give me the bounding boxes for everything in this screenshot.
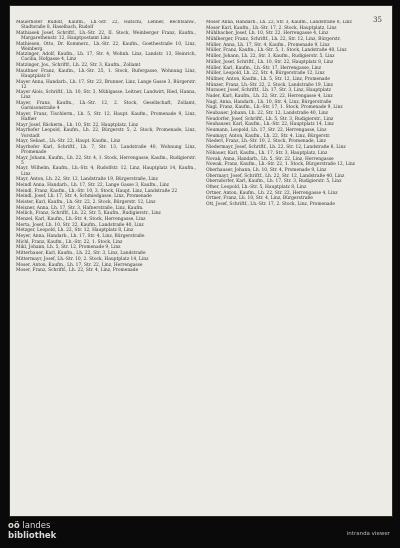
directory-entry: Mikl, Johann, Lh. 5, Str. 12, Promenade 9, Linz [16, 245, 121, 251]
directory-entry: Münzer, Franz, Lh.-Str. 22, 2. Stock, Landstraße 19, Linz [206, 82, 333, 88]
viewer-footer [0, 518, 400, 548]
directory-entry: Meyer, Anna, Handarb., Lh. 17, Str. 4, Linz, Bürgerstraße [16, 234, 145, 240]
directory-entry: Nagl, Anna, Handarb., Lh. 10, Str. 4, Linz, Bürgerstraße [206, 99, 332, 105]
directory-entry: Niederl, Franz, Lh.-Str. 10, 2. Stock, Promenade, Linz [206, 139, 326, 145]
directory-entry: Niedermayr, Josef, Schriftf., Lh. 22, Str. 12, Landstraße 8, Linz [206, 145, 346, 151]
directory-entry: Meindl Anna, Handarb., Lh. 17, Str. 22, Lange Gasse 3, Kaufm., Linz [16, 182, 169, 188]
directory-entry: Meixner, Anna, Lh. 17, Str. 3, Hafnerstraße, Linz, Kaufm. [16, 205, 144, 211]
directory-entry: Ortner, Franz, Lh. 10, Str. 4, Linz, Bürgerstraße [206, 196, 313, 202]
directory-entry: Murauer, Josef, Schriftf., Lh. 17, Str. 3, Linz, Hauptplatz [206, 88, 331, 94]
directory-entry: Müller, Leopold, Lh. 22, Str. 4, Bürgerstraße 12, Linz [206, 71, 325, 77]
directory-entry: Mayrhofer Leopold, Kaufm., Lh. 22, Bürgerstr. 5, 2. Stock, Promenade, Linz, Vorstadt [16, 128, 196, 139]
page-number: 35 [373, 16, 382, 24]
directory-entry: Neudorfer, Josef, Schriftf., Lh. 5, Str. 3, Rudigierstr., Linz [206, 116, 334, 122]
directory-entry: Mühlberger, Franz, Schriftf., Lh. 22, Str. 12, Linz, Bürgerstr. [206, 37, 341, 43]
directory-entry: Mayer Anna, Handarb., Lh. 17, Str. 22, Brunner, Linz, Lange Gasse 3, Bürgerstr. 12 [16, 79, 196, 90]
logo-prefix: oö [8, 521, 20, 531]
directory-entry: Mayer, Franz, Tischlerm., Lh. 5, Str. 12, Haupt. Kaufm., Promenade 9, Linz, Hafner [16, 111, 196, 123]
directory-entry: Mayer Alois, Schriftf., Lh. 10, Str. 3, Mühlgasse, Leitner, Landwirt, Ried, Hanna, Linz [16, 90, 196, 101]
directory-entry: Oberndorfer, Karl, Kaufm., Lh. 17, Str. 3, Rudigierstr. 5, Linz [206, 179, 342, 185]
directory-entry: Moser Anna, Handarb., Lh. 22, Str. 3, Kaufm., Landstraße 8, Linz [206, 20, 352, 25]
directory-entry: Mittermayr, Josef, Lh.-Str. 10, 2. Stock, Hauptplatz 14, Linz [16, 256, 149, 262]
scanned-page [10, 6, 392, 516]
directory-entry: Meindl, Franz, Kaufm., Lh.-Str. 10, 3. Stock, Haupt. Linz, Landstraße 22 [16, 188, 178, 194]
directory-entry: Mathiasek Josef, Schriftf., Lh.-Str. 22, II. Stock, Weinberger Franz, Kaufm., Margarethenstr. 12, Hauptpostamt Linz [16, 30, 196, 41]
directory-entry: Müller, Franz, Kaufm., Lh.-Str. 5, 1. Stock, Landstraße 40, Linz [206, 48, 347, 54]
directory-entry: Neubauer, Johann, Lh. 22, Str. 12, Landstraße 40, Linz [206, 111, 328, 116]
directory-entry: Mitterbauer, Karl, Kaufm., Lh. 22, Str. 3, Linz, Landstraße [16, 251, 146, 257]
directory-entry: Neuhauser, Karl, Kaufm., Lh.-Str. 22, Hauptplatz 14, Linz [206, 122, 334, 128]
directory-entry: Nagl, Franz, Kaufm., Lh.-Str. 17, 1. Stock, Promenade 9, Linz [206, 105, 343, 111]
directory-entry: Matzinger, Adolf, Kaufm., Lh. 17, Str. 4, Wohnh. Linz, Landstr. 13, Heinrich, Cacilia, Hofgasse 4, Linz [16, 52, 196, 63]
directory-entry: Nöbauer, Karl, Kaufm., Lh. 17, Str. 3, Hauptplatz, Linz [206, 150, 328, 156]
directory-entry: Müller, Karl, Kaufm., Lh.-Str. 17, Herrengasse, Linz [206, 65, 322, 71]
directory-entry: Mellich, Franz, Schriftf., Lh. 22, Str. 5, Kaufm., Rudigierstr., Linz [16, 211, 161, 217]
directory-entry: Mayr, Anton, Lh. 22, Str. 12, Landstraße 19, Bürgerstraße, Linz [16, 177, 158, 183]
directory-entry: Mayrhofer Karl, Schriftf., Lh. 7, Str. 13, Landstraße 40, Wohnung Linz, Promenade [16, 144, 196, 155]
directory-entry: Meindl, Josef, Lh. 17, Str. 4, Schmiedgasse, Linz, Promenade [16, 194, 152, 200]
directory-entry: Ortner, Anton, Kaufm., Lh. 22, Str. 22, Herrengasse 4, Linz [206, 190, 338, 196]
directory-entry: Neumayr, Anton, Kaufm., Lh. 22, Str. 4, Linz, Bürgerstr. [206, 133, 331, 139]
directory-entry: Mauerhofer Rudolf, Kaufm., Lh.-Str. 22, Hatschi, Lehner, Rechtsanw., Stadtsraße 8, Haselbach, Rudolf [16, 20, 196, 31]
directory-entry: Moser, Anton, Kaufm., Lh. 17, Str. 22, Linz, Herrengasse [16, 262, 143, 268]
directory-entry: Neumann, Leopold, Lh. 17, Str. 22, Herrengasse, Linz [206, 128, 327, 134]
directory-entry: Mayr, Wilhelm, Kaufm., Lh.-Str. 4, Rudolfstr. 12, Linz, Hauptplatz 14, Kaufm., Linz [16, 166, 196, 177]
logo-word-landes: landes [22, 521, 51, 531]
directory-entry: Mathiesen, Otto, Dr. Kommerz., Lh.-Str. 22, Kaufm., Goethestraße 10, Linz, Weinberg. [16, 41, 196, 52]
directory-entry: Oberhauser, Johann, Lh. 10, Str. 4, Promenade 9, Linz [206, 167, 327, 173]
directory-entry: Moser, Franz, Schriftf., Lh. 22, Str. 4, Linz, Promenade [16, 268, 139, 274]
directory-entry: Mayr, Sebast., Lh.-Str. 22, Haupt. Kaufm., Linz [16, 139, 121, 145]
left-column [16, 20, 196, 508]
directory-entry: Obermayr, Josef, Schriftf., Lh. 22, Str. 12, Landstraße 40, Linz [206, 173, 345, 179]
directory-entry: Mayer, Franz, Kaufm., Lh.-Str. 12, 2. Stock, Gesellschaft, Zollamt, Garnisonstraße 4 [16, 101, 196, 112]
directory-entry: Metzger, Leopold, Lh. 22, Str. 12, Hauptplatz 8, Linz [16, 228, 134, 234]
directory-entry: Matzinger, Jos., Schriftf., Lh. 22, Str. 3, Kaufm., Zollamt [16, 63, 141, 69]
directory-entry: Moser Karl, Kaufm., Lh.-Str. 17, 2. Stock, Hauptplatz, Linz [206, 25, 337, 31]
directory-entry: Müller, Anna, Lh. 17, Str. 4, Kaufm., Promenade 9, Linz [206, 42, 330, 48]
library-logo[interactable] [8, 522, 68, 544]
directory-entry: Müllner, Anton, Kaufm., Lh. 5, Str. 12, Linz, Promenade [206, 76, 330, 82]
right-column [206, 20, 386, 508]
directory-entry: Mauthner Franz, Kaufm., Lh.-Str. 25, 1. Stock, Rufergasse, Wohnung Linz, Hauptplatz 8 [16, 68, 196, 79]
directory-entry: Ott, Josef, Schriftf., Lh.-Str. 17, 2. Stock, Linz, Promenade [206, 202, 335, 207]
viewer-label: intranda viewer [346, 531, 390, 537]
directory-entry: Ofner, Leopold, Lh.-Str. 5, Hauptplatz 8, Linz [206, 184, 307, 190]
directory-entry: Menzel, Karl, Kaufm., Lh.-Str. 4, Stock, Herrengasse, Linz [16, 217, 146, 223]
directory-entry: Nader, Karl, Kaufm., Lh. 22, Str. 22, Herrengasse 4, Linz [206, 93, 333, 99]
directory-entry: Müller, Josef, Schriftf., Lh. 10, Str. 22, Hauptplatz 8, Linz [206, 59, 334, 65]
directory-entry: Meister, Karl, Kaufm., Lh.-Str. 22, 2. Stock, Bürgerstr. 12, Linz [16, 199, 156, 205]
directory-entry: Mühlbacher, Josef, Lh. 10, Str. 22, Herrengasse 4, Linz [206, 31, 329, 37]
directory-entry: Merta, Josef, Lh. 10, Str. 22, Kaufm., Landstraße 40, Linz [16, 222, 144, 228]
directory-entry: Müller, Johann, Lh. 22, Str. 3, Kaufm., Rudigierstr. 5, Linz [206, 54, 335, 60]
directory-entry: Mayr, Johann, Kaufm., Lh. 22, Str. 4, 1. Stock, Herrengasse, Kaufm., Rudigierstr. 5 [16, 155, 196, 166]
directory-entry: Nowak, Franz, Kaufm., Lh.-Str. 22, 1. Stock, Bürgerstraße 12, Linz [206, 162, 355, 168]
directory-entry: Mayr Josef, Bäckerm., Lh. 10, Str. 22, Hauptplatz, Linz [16, 122, 139, 128]
logo-word-bibliothek: bibliothek [8, 531, 57, 541]
directory-entry: Michl, Franz, Kaufm., Lh.-Str. 22, 1. Stock, Linz [16, 239, 123, 245]
directory-entry: Novak, Anna, Handarb., Lh. 5, Str. 22, Linz, Herrengasse [206, 156, 334, 162]
